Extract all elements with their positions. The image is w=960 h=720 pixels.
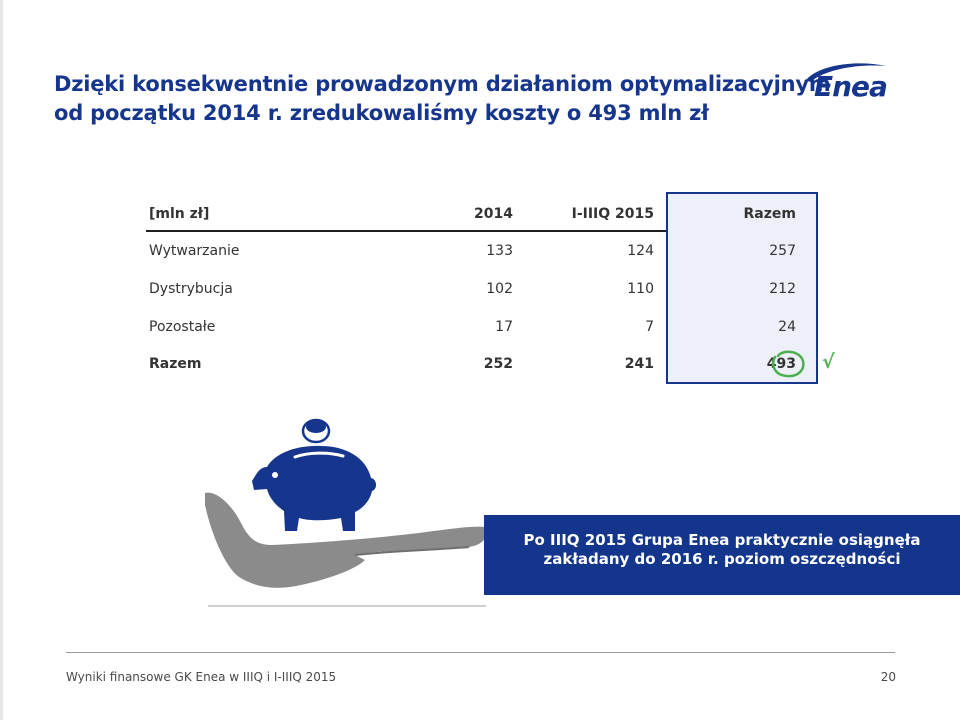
footer-divider bbox=[66, 652, 895, 653]
cell-razem-total: 493 bbox=[766, 356, 796, 372]
col-header-razem: Razem bbox=[743, 206, 796, 222]
cell-razem: 24 bbox=[778, 319, 796, 335]
table-row bbox=[146, 281, 806, 311]
cell-2014: 133 bbox=[486, 243, 513, 259]
slide-title bbox=[54, 70, 831, 128]
cell-razem: 257 bbox=[769, 243, 796, 259]
savings-table bbox=[146, 192, 816, 386]
table-row bbox=[146, 319, 806, 349]
piggy-bank-hand-icon bbox=[205, 415, 490, 615]
col-header-2014: 2014 bbox=[474, 206, 513, 222]
cell-2015: 110 bbox=[627, 281, 654, 297]
title-line-1: Dzięki konsekwentnie prowadzonym działaniom optymalizacyjnym bbox=[54, 72, 831, 96]
row-label: Wytwarzanie bbox=[149, 243, 240, 259]
cell-2014: 17 bbox=[495, 319, 513, 335]
col-header-iiiiq-2015: I-IIIQ 2015 bbox=[571, 206, 654, 222]
table-row bbox=[146, 243, 806, 273]
row-label: Dystrybucja bbox=[149, 281, 233, 297]
cell-razem: 212 bbox=[769, 281, 796, 297]
row-label: Razem bbox=[149, 356, 202, 372]
cell-2015: 241 bbox=[624, 356, 654, 372]
row-label: Pozostałe bbox=[149, 319, 216, 335]
cell-2015: 7 bbox=[645, 319, 654, 335]
footer-caption: Wyniki finansowe GK Enea w IIIQ i I-IIIQ 2015 bbox=[66, 670, 337, 684]
ground-line bbox=[208, 605, 486, 607]
cell-2015: 124 bbox=[627, 243, 654, 259]
title-line-2: od początku 2014 r. zredukowaliśmy koszty o 493 mln zł bbox=[54, 101, 709, 125]
cell-2014: 102 bbox=[486, 281, 513, 297]
banner-line-2: zakładany do 2016 r. poziom oszczędności bbox=[543, 550, 901, 568]
unit-label: [mln zł] bbox=[149, 206, 210, 222]
left-edge-border bbox=[0, 0, 3, 720]
check-mark-icon: √ bbox=[822, 351, 835, 373]
banner-line-1: Po IIIQ 2015 Grupa Enea praktycznie osiągnęła bbox=[523, 531, 921, 549]
cell-2014: 252 bbox=[483, 356, 513, 372]
summary-banner bbox=[484, 515, 960, 595]
table-total-row bbox=[146, 356, 806, 386]
page-number: 20 bbox=[880, 670, 896, 684]
total-highlight-circle-icon bbox=[766, 349, 807, 379]
enea-logo-text: Enea bbox=[814, 70, 887, 103]
table-header-row bbox=[146, 206, 806, 236]
